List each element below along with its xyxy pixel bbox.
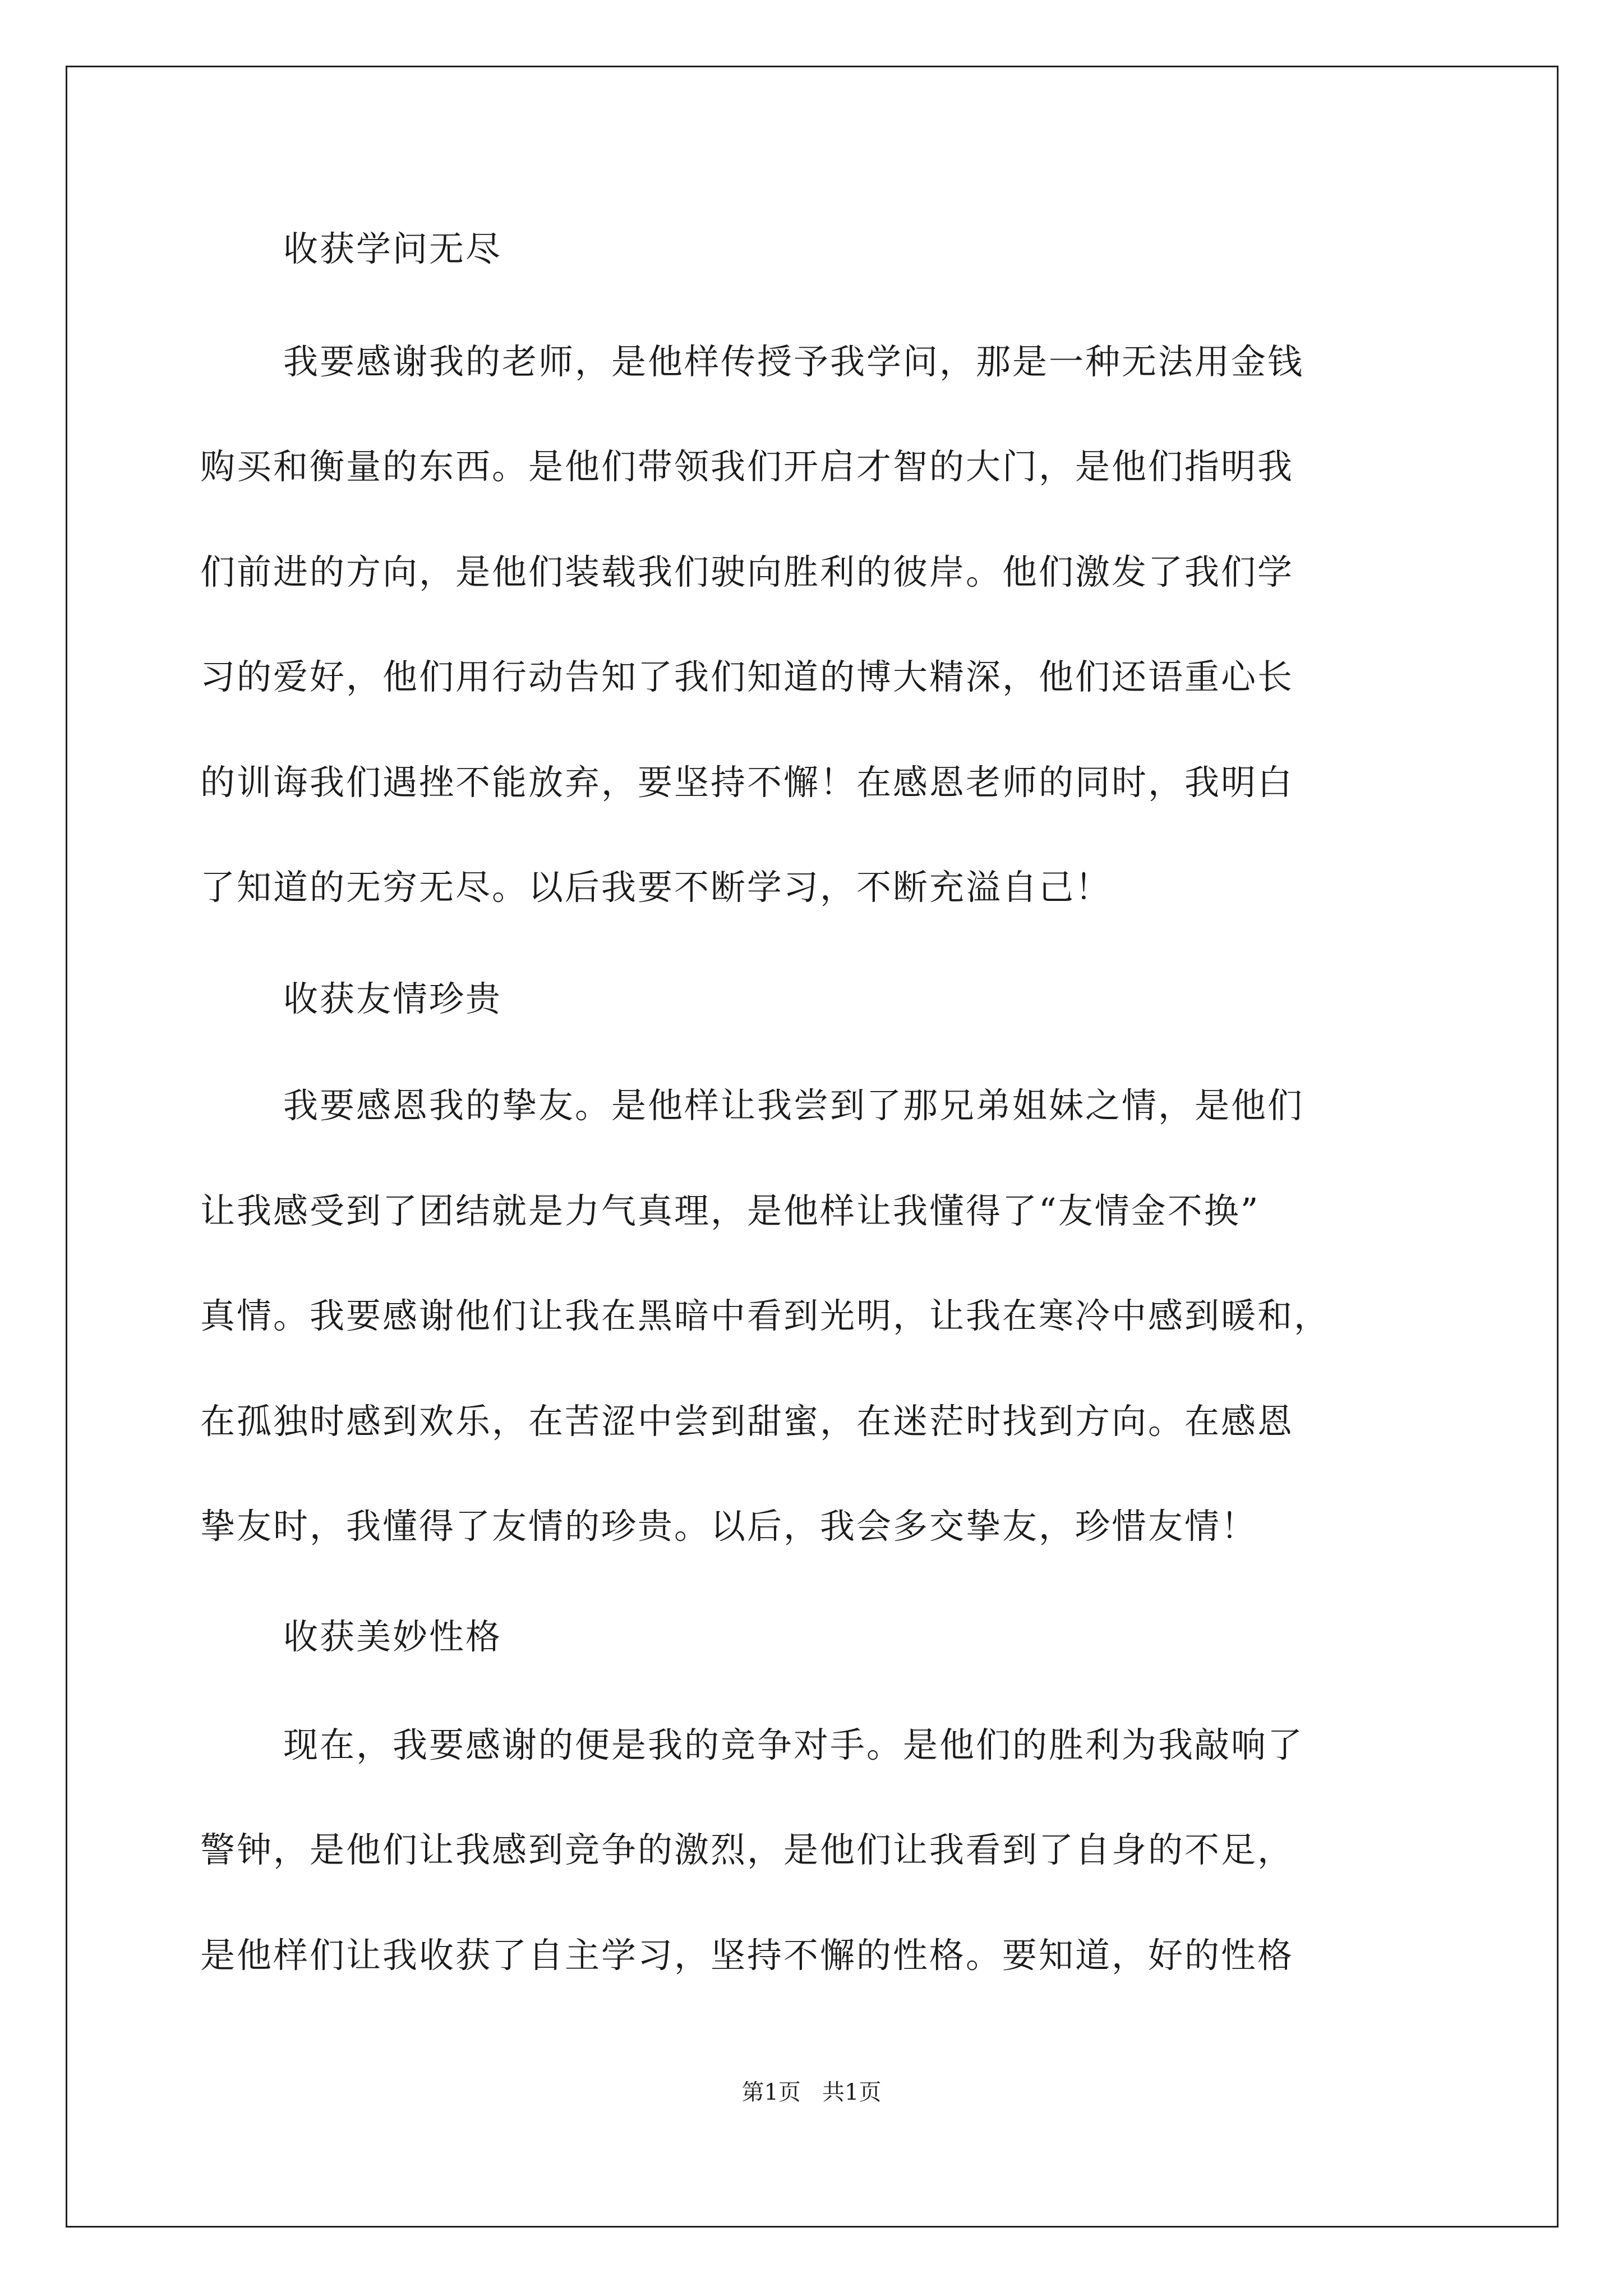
- section-heading: 收获友情珍贵: [283, 978, 502, 1019]
- page-border: [66, 66, 1559, 2228]
- section-heading: 收获学问无尽: [283, 228, 502, 269]
- paragraph-line: 是他样们让我收获了自主学习，坚持不懈的性格。要知道，好的性格: [200, 1935, 1294, 1976]
- paragraph-line: 在孤独时感到欢乐，在苦涩中尝到甜蜜，在迷茫时找到方向。在感恩: [200, 1401, 1294, 1442]
- paragraph-line: 购买和衡量的东西。是他们带领我们开启才智的大门，是他们指明我: [200, 446, 1294, 487]
- paragraph-line: 我要感恩我的挚友。是他样让我尝到了那兄弟姐妹之情，是他们: [283, 1085, 1304, 1126]
- paragraph-line: 的训诲我们遇挫不能放弃，要坚持不懈！在感恩老师的同时，我明白: [200, 762, 1294, 803]
- section-heading: 收获美妙性格: [283, 1616, 502, 1657]
- paragraph-line: 们前进的方向，是他们装载我们驶向胜利的彼岸。他们激发了我们学: [200, 551, 1294, 592]
- paragraph-line: 警钟，是他们让我感到竞争的激烈，是他们让我看到了自身的不足，: [200, 1829, 1294, 1870]
- paragraph-line: 真情。我要感谢他们让我在黑暗中看到光明，让我在寒冷中感到暖和，: [200, 1295, 1331, 1336]
- page-number: 第1页 共1页: [741, 2079, 882, 2105]
- paragraph-line: 我要感谢我的老师，是他样传授予我学问，那是一种无法用金钱: [283, 341, 1304, 382]
- paragraph-line: 挚友时，我懂得了友情的珍贵。以后，我会多交挚友，珍惜友情！: [200, 1506, 1258, 1547]
- paragraph-line: 了知道的无穷无尽。以后我要不断学习，不断充溢自己！: [200, 867, 1112, 908]
- paragraph-line: 让我感受到了团结就是力气真理，是他样让我懂得了“友情金不换”: [200, 1190, 1260, 1231]
- paragraph-line: 习的爱好，他们用行动告知了我们知道的博大精深，他们还语重心长: [200, 656, 1294, 697]
- paragraph-line: 现在，我要感谢的便是我的竞争对手。是他们的胜利为我敲响了: [283, 1724, 1304, 1765]
